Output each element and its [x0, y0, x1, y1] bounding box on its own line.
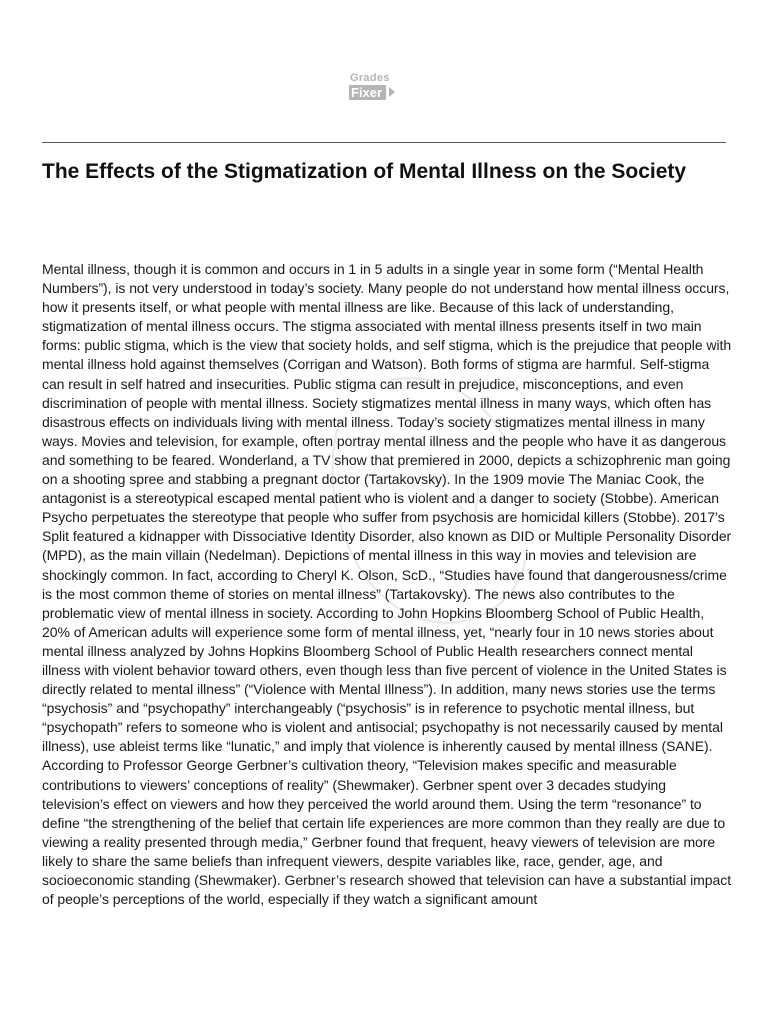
logo-top-text: Grades — [350, 72, 390, 84]
document-title: The Effects of the Stigmatization of Mental Illness on the Society — [42, 160, 687, 183]
gradesfixer-logo[interactable] — [349, 72, 421, 106]
header-divider — [42, 142, 726, 143]
logo-box-text: Fixer — [351, 85, 383, 100]
arrow-right-icon — [389, 87, 395, 97]
document-body: Mental illness, though it is common and occurs in 1 in 5 adults in a single year in some form (“Mental Health Numbers”), is not very understood in today’s society. Many people do not understand how mental illness occurs, how it presents itself, or what people with mental illness are like. Because of this lack of understanding, stigmatization of mental illness occurs. The stigma associated with mental illness presents itself in two main forms: public stigma, which is the view that society holds, and self stigma, which is the prejudice that people with mental illness hold against themselves (Corrigan and Watson). Both forms of stigma are harmful. Self-stigma can result in self hatred and insecurities. Public stigma can result in prejudice, misconceptions, and even discrimination of people with mental illness. Society stigmatizes mental illness in many ways, which often has disastrous effects on individuals living with mental illness. Today’s society stigmatizes mental illness in many ways. Movies and television, for example, often portray mental illness and the people who have it as dangerous and something to be feared. Wonderland, a TV show that premiered in 2000, depicts a schizophrenic man going on a shooting spree and stabbing a pregnant doctor (Tartakovsky). In the 1909 movie The Maniac Cook, the antagonist is a stereotypical escaped mental patient who is violent and a danger to society (Stobbe). American Psycho perpetuates the stereotype that people who suffer from psychosis are homicidal killers (Stobbe). 2017’s Split featured a kidnapper with Dissociative Identity Disorder, also known as DID or Multiple Personality Disorder (MPD), as the main villain (Nedelman). Depictions of mental illness in this way in movies and television are shockingly common. In fact, according to Cheryl K. Olson, ScD., “Studies have found that dangerousness/crime is the most common theme of stories on mental illness” (Tartakovsky). The news also contributes to the problematic view of mental illness in society. According to John Hopkins Bloomberg School of Public Health, 20% of American adults will experience some form of mental illness, yet, “nearly four in 10 news stories about mental illness analyzed by Johns Hopkins Bloomberg School of Public Health researchers connect mental illness with violent behavior toward others, even though less than five percent of violence in the United States is directly related to mental illness” (“Violence with Mental Illness”). In addition, many news stories use the terms “psychosis” and “psychopathy” interchangeably (“psychosis” is in reference to psychotic mental illness, but “psychopath” refers to someone who is violent and antisocial; psychopathy is not necessarily caused by mental illness), use ableist terms like “lunatic,” and imply that violence is inherently caused by mental illness (SANE). According to Professor George Gerbner’s cultivation theory, “Television makes specific and measurable contributions to viewers’ conceptions of reality” (Shewmaker). Gerbner spent over 3 decades studying television’s effect on viewers and how they perceived the world around them. Using the term “resonance” to define “the strengthening of the belief that certain life experiences are more common than they really are due to viewing a reality presented through media,” Gerbner found that frequent, heavy viewers of television are more likely to share the same beliefs than infrequent viewers, despite variables like, race, gender, age, and socioeconomic standing (Shewmaker). Gerbner’s research showed that television can have a substantial impact of people’s perceptions of the world, especially if they watch a significant amount — [42, 261, 732, 908]
logo-box — [349, 85, 386, 100]
